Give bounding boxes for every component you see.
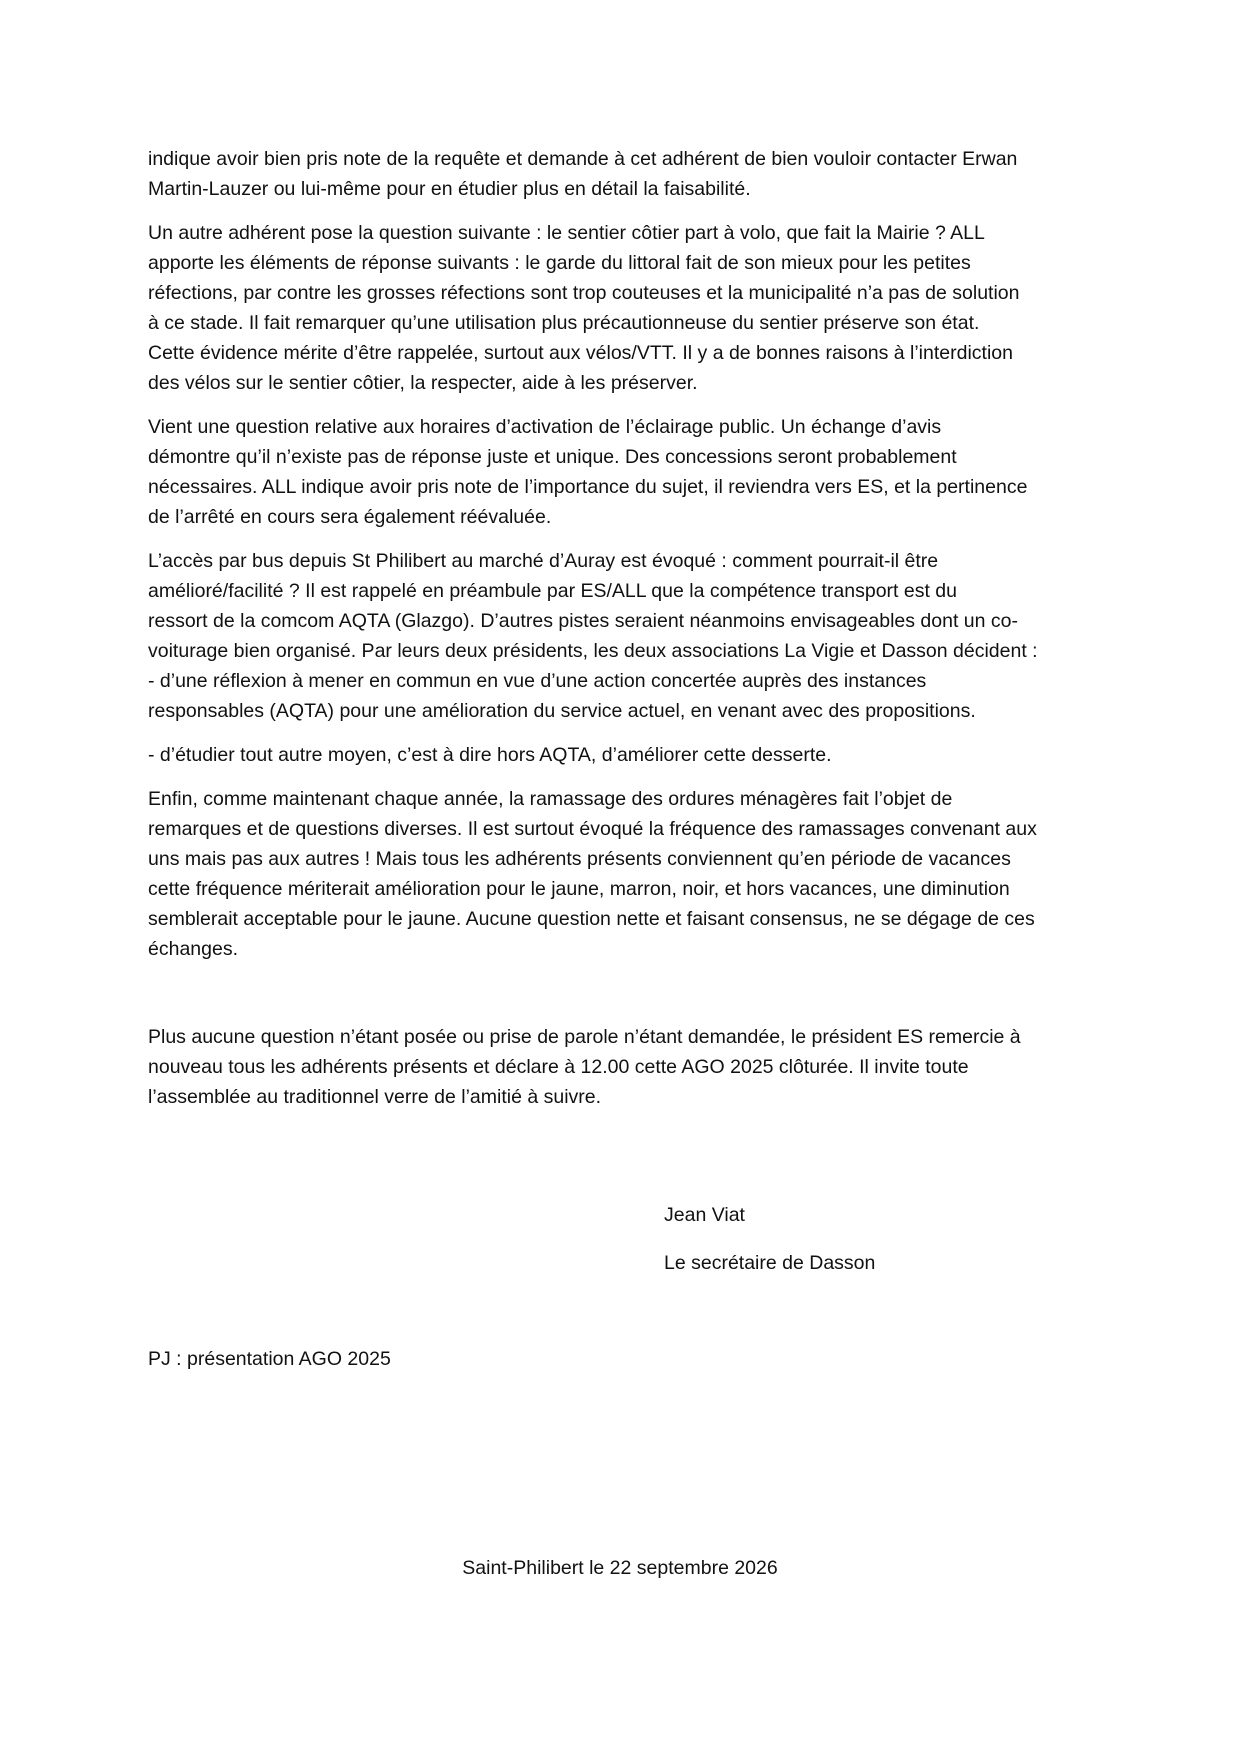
text-line: ressort de la comcom AQTA (Glazgo). D’autres pistes seraient néanmoins envisageables dont un co- bbox=[148, 610, 1018, 632]
text-line: responsables (AQTA) pour une amélioration du service actuel, en venant avec des propositions. bbox=[148, 700, 976, 722]
paragraph-waste-collection bbox=[148, 784, 1100, 964]
text-line: indique avoir bien pris note de la requête et demande à cet adhérent de bien vouloir contacter Erwan bbox=[148, 148, 1018, 170]
text-line: nouveau tous les adhérents présents et déclare à 12.00 cette AGO 2025 clôturée. Il invite toute bbox=[148, 1056, 969, 1078]
signatory-name: Jean Viat bbox=[664, 1204, 745, 1226]
signature-block bbox=[664, 1200, 875, 1296]
place-and-date: Saint-Philibert le 22 septembre 2026 bbox=[462, 1557, 778, 1579]
text-line: voiturage bien organisé. Par leurs deux présidents, les deux associations La Vigie et Dasson décident : bbox=[148, 640, 1038, 662]
text-line: l’assemblée au traditionnel verre de l’amitié à suivre. bbox=[148, 1086, 602, 1108]
text-line: apporte les éléments de réponse suivants : le garde du littoral fait de son mieux pour les petites bbox=[148, 252, 971, 274]
text-line: - d’étudier tout autre moyen, c’est à dire hors AQTA, d’améliorer cette desserte. bbox=[148, 744, 832, 766]
text-line: de l’arrêté en cours sera également réévaluée. bbox=[148, 506, 552, 528]
document-body bbox=[148, 144, 1100, 1126]
paragraph-coastal-path bbox=[148, 218, 1100, 398]
text-line: amélioré/facilité ? Il est rappelé en préambule par ES/ALL que la compétence transport est du bbox=[148, 580, 957, 602]
text-line: réfections, par contre les grosses réfections sont trop couteuses et la municipalité n’a pas de solution bbox=[148, 282, 1020, 304]
signatory-role: Le secrétaire de Dasson bbox=[664, 1252, 876, 1274]
text-line: Enfin, comme maintenant chaque année, la ramassage des ordures ménagères fait l’objet de bbox=[148, 788, 953, 810]
text-line: Cette évidence mérite d’être rappelée, surtout aux vélos/VTT. Il y a de bonnes raisons à l’interdiction bbox=[148, 342, 1013, 364]
text-line: échanges. bbox=[148, 938, 238, 960]
text-line: démontre qu’il n’existe pas de réponse juste et unique. Des concessions seront probablement bbox=[148, 446, 957, 468]
paragraph-closing bbox=[148, 1022, 1100, 1112]
text-line: - d’une réflexion à mener en commun en vue d’une action concertée auprès des instances bbox=[148, 670, 927, 692]
text-line: cette fréquence mériterait amélioration pour le jaune, marron, noir, et hors vacances, une diminution bbox=[148, 878, 1010, 900]
text-line: des vélos sur le sentier côtier, la respecter, aide à les préserver. bbox=[148, 372, 698, 394]
text-line: Martin-Lauzer ou lui-même pour en étudier plus en détail la faisabilité. bbox=[148, 178, 751, 200]
text-line: Un autre adhérent pose la question suivante : le sentier côtier part à volo, que fait la Mairie ? ALL bbox=[148, 222, 985, 244]
paragraph-bus-access bbox=[148, 546, 1100, 726]
paragraph-request-follow-up bbox=[148, 144, 1100, 204]
paragraph-public-lighting bbox=[148, 412, 1100, 532]
text-line: remarques et de questions diverses. Il est surtout évoqué la fréquence des ramassages convenant aux bbox=[148, 818, 1037, 840]
paragraph-other-means bbox=[148, 740, 1100, 770]
text-line: L’accès par bus depuis St Philibert au marché d’Auray est évoqué : comment pourrait-il être bbox=[148, 550, 939, 572]
text-line: Vient une question relative aux horaires d’activation de l’éclairage public. Un échange d’avis bbox=[148, 416, 942, 438]
text-line: nécessaires. ALL indique avoir pris note de l’importance du sujet, il reviendra vers ES, et la pertinence bbox=[148, 476, 1028, 498]
text-line: uns mais pas aux autres ! Mais tous les adhérents présents conviennent qu’en période de vacances bbox=[148, 848, 1011, 870]
text-line: à ce stade. Il fait remarquer qu’une utilisation plus précautionneuse du sentier préserve son état. bbox=[148, 312, 980, 334]
text-line: semblerait acceptable pour le jaune. Aucune question nette et faisant consensus, ne se dégage de ces bbox=[148, 908, 1035, 930]
attachment-note: PJ : présentation AGO 2025 bbox=[148, 1348, 391, 1370]
text-line: Plus aucune question n’étant posée ou prise de parole n’étant demandée, le président ES remercie à bbox=[148, 1026, 1021, 1048]
